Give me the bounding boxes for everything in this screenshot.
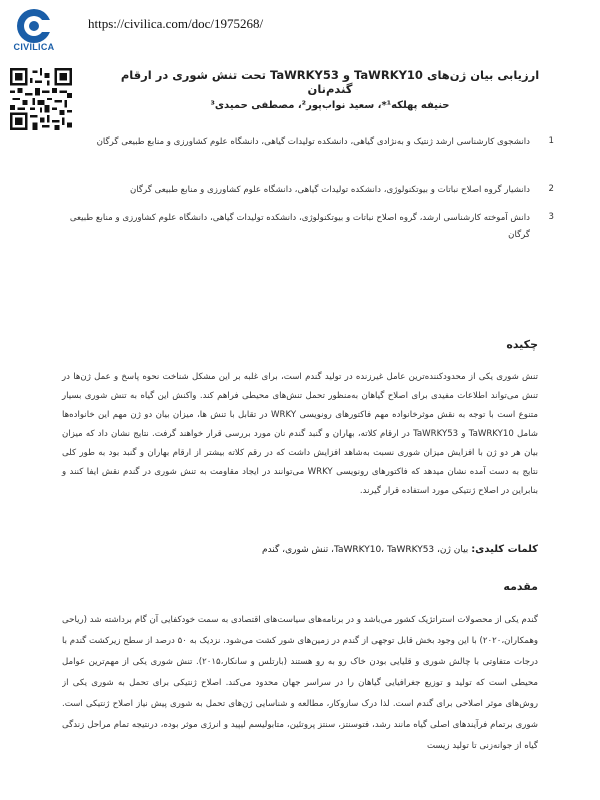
affiliation-item: دانشجوی کارشناسی ارشد ژنتیک و به‌نژادی گیاهی، دانشکده تولیدات گیاهی، دانشگاه علوم کشاورزی و منابع طبیعی گرگان bbox=[96, 137, 530, 147]
civilica-logo-icon[interactable] bbox=[6, 6, 62, 62]
paper-title: ارزیابی بیان ژن‌های TaWRKY10 و TaWRKY53 تحت تنش شوری در ارقام گندم‌نان bbox=[120, 68, 540, 96]
affiliation-number: 3 bbox=[548, 212, 554, 222]
qr-code-icon bbox=[10, 68, 72, 130]
paper-authors: حنیفه پهلکه¹*، سعید نواب‌پور²، مصطفی حمیدی³ bbox=[210, 100, 450, 111]
keywords-line bbox=[62, 544, 538, 555]
abstract-heading: چکیده bbox=[506, 338, 538, 351]
affiliation-number: 1 bbox=[548, 136, 554, 146]
affiliation-item: دانشیار گروه اصلاح نباتات و بیوتکنولوژی، دانشکده تولیدات گیاهی، دانشگاه علوم کشاورزی و منابع طبیعی گرگان bbox=[130, 185, 530, 195]
affiliation-item: دانش آموخته کارشناسی ارشد، گروه اصلاح نباتات و بیوتکنولوژی، دانشکده تولیدات گیاهی، دانشگاه علوم کشاورزی و منابع طبیعی گرگان bbox=[69, 213, 530, 240]
keywords-label: کلمات کلیدی: bbox=[471, 544, 538, 555]
intro-text: گندم یکی از محصولات استراتژیک کشور می‌باشد و در برنامه‌های سیاست‌های اقتصادی به سمت خودکفایی آن گام برداشته شد (ریاحی وهمکاران،۲۰۲۰) با این وجود بخش قابل توجهی از گندم در زمین‌های شور کشت می‌شود. نزدیک به ۵۰ درصد از سطح زیرکشت گندم با درجات متفاوتی با چالش شوری و قلیایی بودن خاک رو به رو هستند (بارتلس و سانکار،۲۰۱۵). تنش شوری یکی از مهم‌ترین عوامل محیطی است که تولید و توزیع جغرافیایی گیاهان را در سراسر جهان محدود می‌کند. اصلاح ژنتیکی برای تحمل به شوری یکی از روش‌های موثر اصلاحی برای گندم است. لذا درک سازوکار، مطالعه و شناسایی ژن‌های تحمل به شوری پیش نیاز اصلاح ژنتیکی است. شوری برتمام فرآیندهای اصلی گیاه مانند رشد، فتوسنتز، سنتز پروتئین، متابولیسم لیپید و انرژی موثر بوده، درنتیجه تمام مراحل زندگی گیاه از جوانه‌زنی تا تولید زیست bbox=[62, 615, 538, 750]
abstract-text: تنش شوری یکی از محدودکننده‌ترین عامل غیرزنده در تولید گندم است، برای غلبه بر این مشکل شناخت نحوه پاسخ و عمل ژن‌ها در تنش می‌تواند اطلاعات مفیدی برای اصلاح گیاهان به‌منظور تحمل تنش‌های محیطی فراهم کند. واکنش این گیاه به تنش شوری بسیار متنوع است با توجه به نقش موثرخانواده مهم فاکتورهای رونویسی WRKY در تقابل با تنش ها، میزان بیان دو ژن مهم این خانواده‌ها شامل TaWRKY10 و TaWRKY53 در ارقام کلاته، بهاران و گنبد گندم نان مورد بررسی قرار خواهند گرفت. نتایج نشان داد که میزان بیان هر دو ژن با افزایش میزان شوری نسبت به‌شاهد افزایش داشت که در رقم کلاته بیشتر از ارقام بهاران و گنبد بود به طور کلی نتایج به دست آمده نشان میدهد که فاکتورهای رونویسی WRKY می‌توانند در ایجاد مقاومت به تنش شوری در گندم نقش ایفا کنند و بنابراین در اصلاح ژنتیکی مورد استفاده قرار گیرند. bbox=[62, 372, 538, 496]
keywords-text: بیان ژن، TaWRKY10، TaWRKY53، تنش شوری، گندم bbox=[262, 545, 469, 555]
document-url[interactable]: https://civilica.com/doc/1975268/ bbox=[88, 16, 264, 31]
intro-heading: مقدمه bbox=[503, 580, 538, 593]
logo-text: CIVILICA bbox=[13, 42, 55, 52]
affiliation-number: 2 bbox=[548, 184, 554, 194]
